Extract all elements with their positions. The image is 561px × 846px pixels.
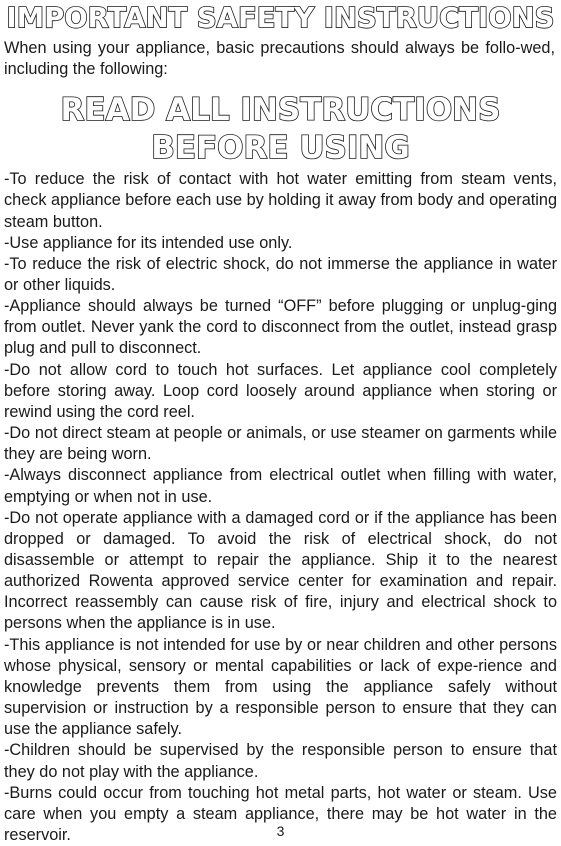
list-item: -Do not allow cord to touch hot surfaces. Let appliance cool completely before storing away. Loop cord loosely around appliance when storing or rewind using the cord reel. — [4, 360, 557, 421]
list-item: -This appliance is not intended for use by or near children and other persons whose physical, sensory or mental capabilities or lack of expe-rience and knowledge prevents them from using the appliance safely without supervision or instruction by a responsible person to ensure that they can use the appliance safely. — [4, 635, 557, 739]
list-item: -Children should be supervised by the responsible person to ensure that they do not play with the appliance. — [4, 741, 557, 781]
read-instructions-heading-line-1: READ ALL INSTRUCTIONS — [60, 92, 501, 129]
safety-instructions-list — [4, 169, 557, 846]
read-instructions-heading — [4, 91, 557, 167]
read-instructions-heading-line-2: BEFORE USING — [151, 130, 410, 167]
list-item: -Do not direct steam at people or animals, or use steamer on garments while they are being worn. — [4, 424, 557, 464]
list-item: -To reduce the risk of contact with hot water emitting from steam vents, check appliance before each use by holding it away from body and operating steam button. — [4, 170, 558, 231]
intro-paragraph: When using your appliance, basic precautions should always be follo-wed, including the following: — [4, 39, 555, 78]
page-title: IMPORTANT SAFETY INSTRUCTIONS — [6, 2, 555, 34]
list-item: -Burns could occur from touching hot metal parts, hot water or steam. Use care when you empty a steam appliance, there may be hot water in the reservoir. — [4, 783, 557, 845]
manual-page — [4, 0, 558, 845]
list-item: -Always disconnect appliance from electrical outlet when filling with water, emptying or when not in use. — [4, 466, 557, 506]
list-item: -To reduce the risk of electric shock, do not immerse the appliance in water or other liquids. — [4, 254, 557, 294]
page-number: 3 — [276, 823, 285, 839]
list-item: -Use appliance for its intended use only. — [4, 233, 293, 252]
list-item: -Do not operate appliance with a damaged cord or if the appliance has been dropped or damaged. To avoid the risk of electrical shock, do not disassemble or attempt to repair the appliance. Ship it to the nearest authorized Rowenta approved service center for examination and repair. Incorrect reassembly can cause risk of fire, injury and electrical shock to persons when the appliance is in use. — [4, 508, 557, 633]
list-item: -Appliance should always be turned “OFF” before plugging or unplug-ging from outlet. Never yank the cord to disconnect from the outlet, instead grasp plug and pull to disconnect. — [4, 297, 557, 358]
